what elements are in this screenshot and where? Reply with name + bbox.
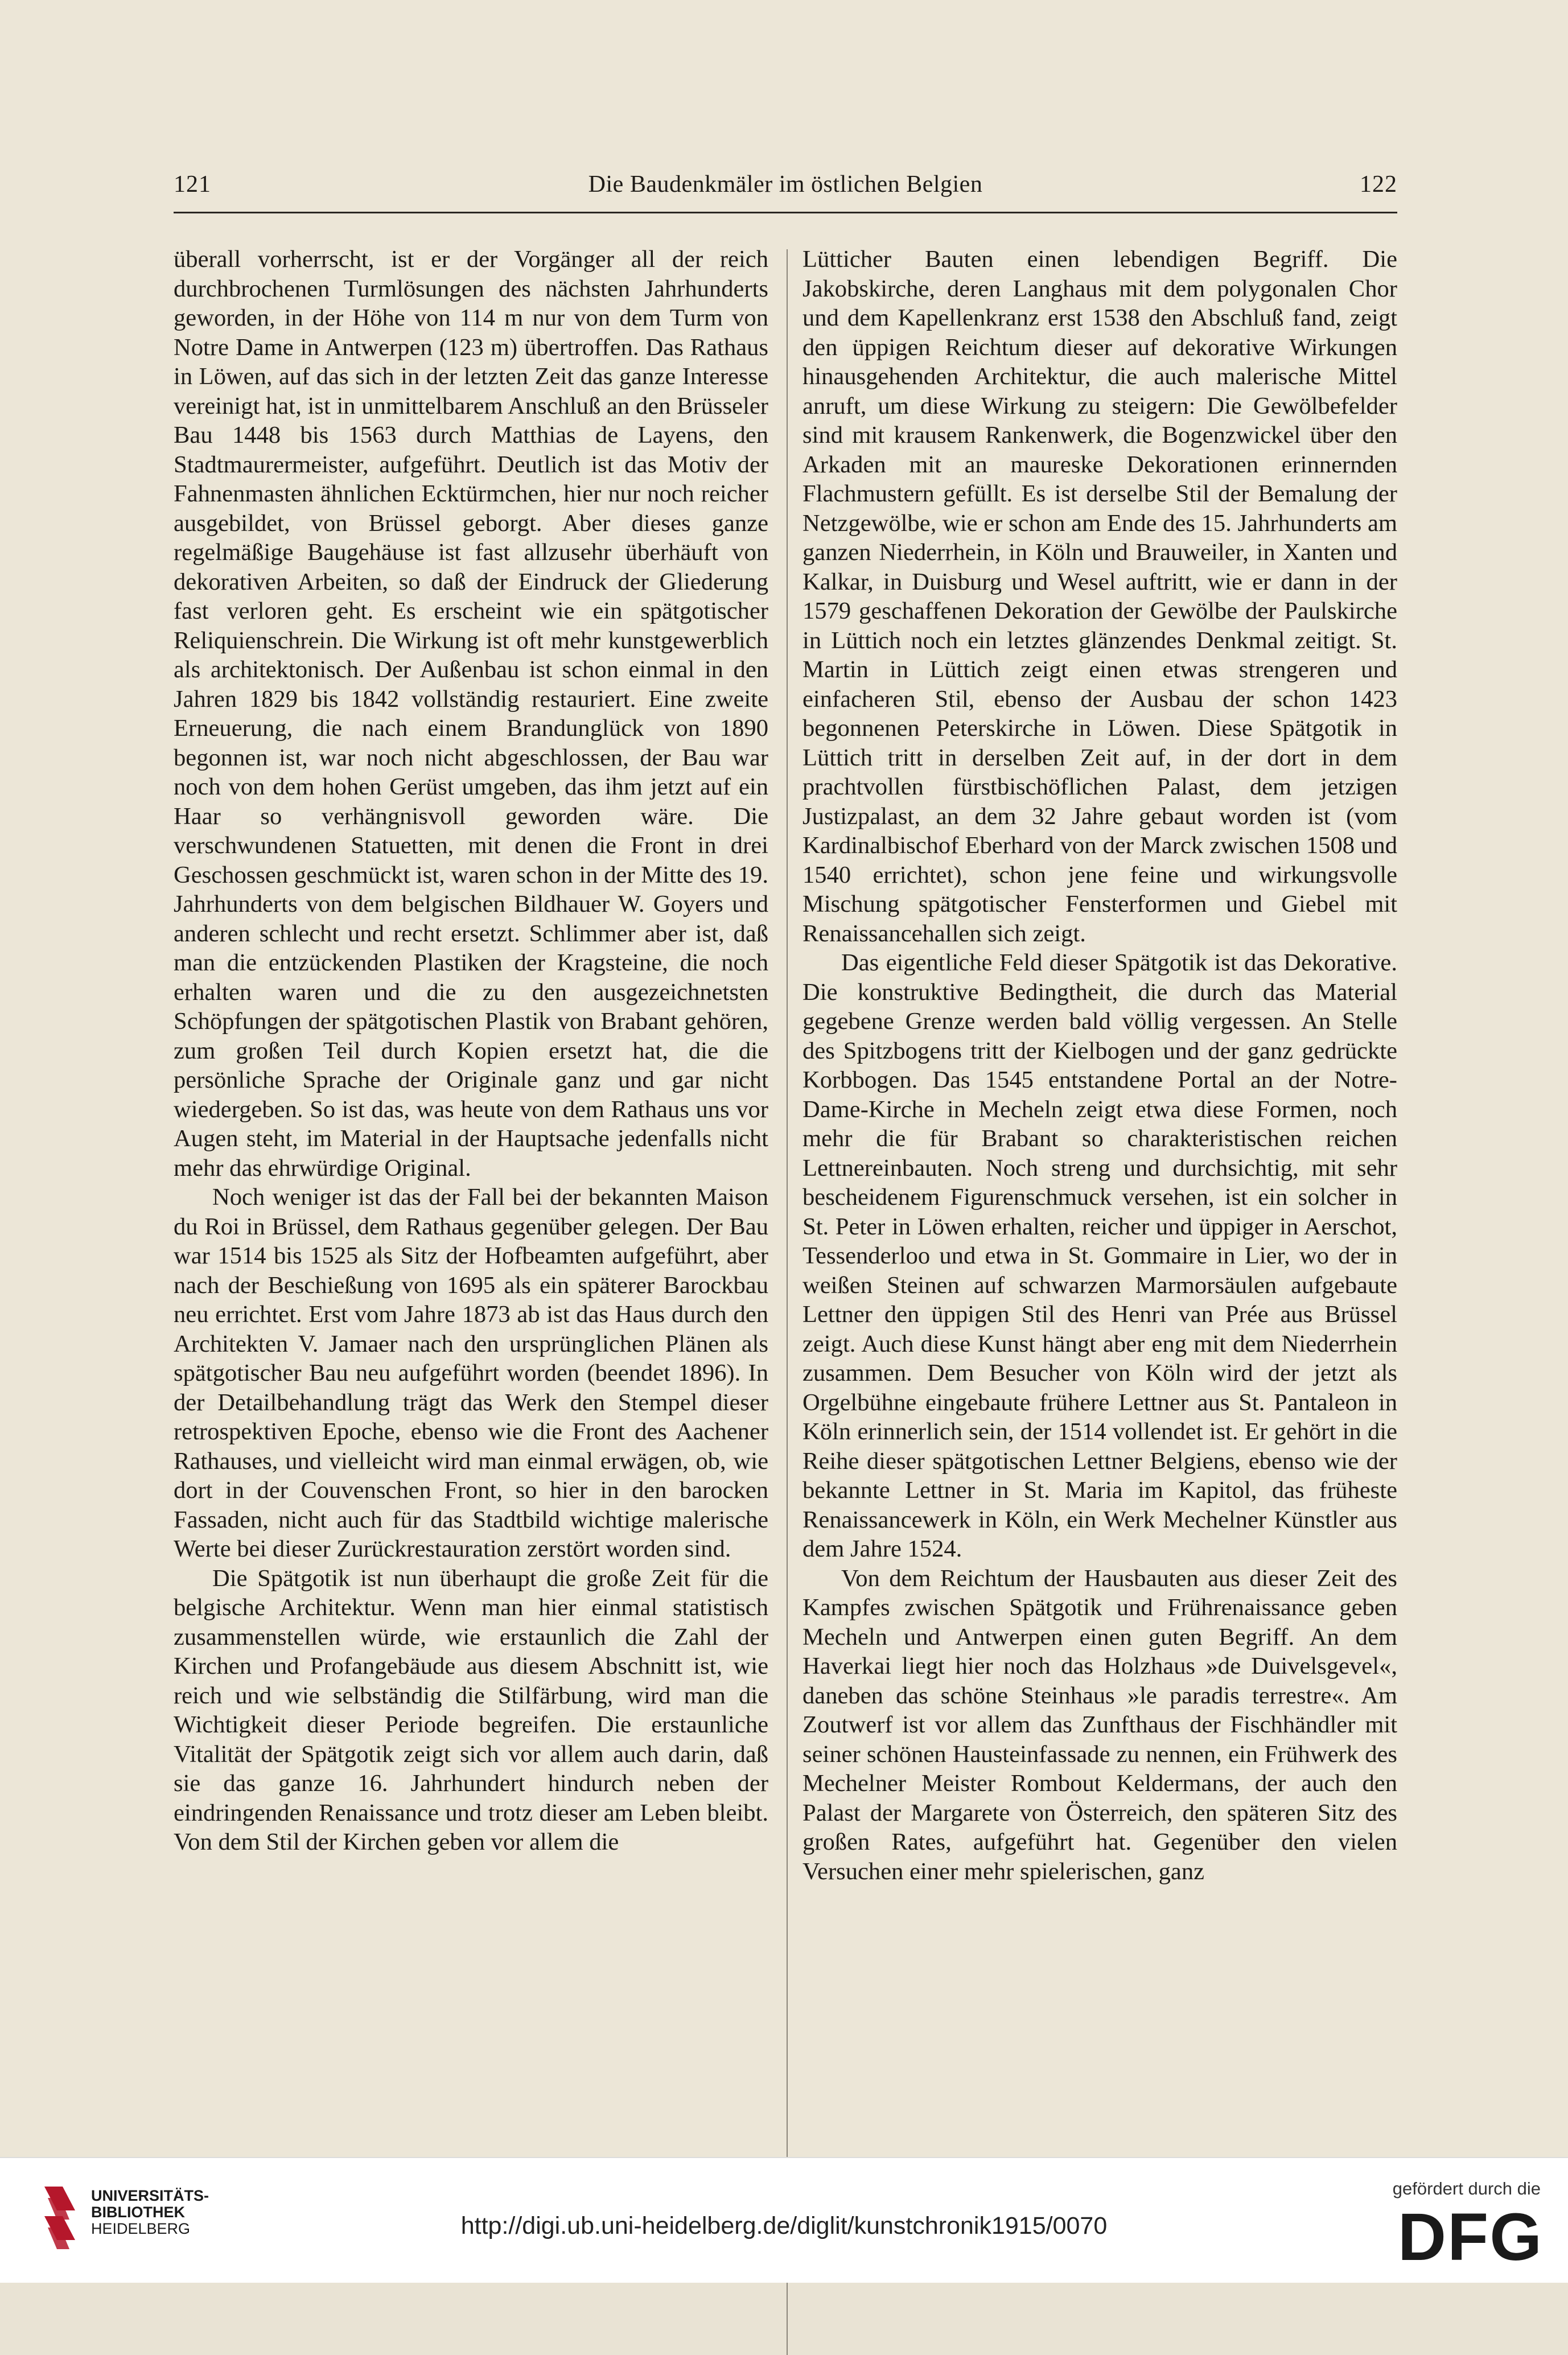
digitization-footer [0, 2157, 1568, 2283]
paragraph: Noch weniger ist das der Fall bei der bekannten Maison du Roi in Brüssel, dem Rathaus gegenüber gelegen. Der Bau war 1514 bis 1525 als Sitz der Hofbeamten aufgeführt, aber nach der Beschießung von 1695 als ein späterer Barockbau neu errichtet. Erst vom Jahre 1873 ab ist das Haus durch den Architekten V. Jamaer nach den ursprünglichen Plänen als spätgotischer Bau neu aufgeführt worden (beendet 1896). In der Detailbehandlung trägt das Werk den Stempel dieser retrospektiven Epoche, ebenso wie die Front des Aachener Rathauses, und vielleicht wird man einmal erwägen, ob, wie dort in der Couvenschen Front, so hier in den barocken Fassaden, nicht auch für das Stadtbild wichtige malerische Werte bei dieser Zurückrestauration zerstört worden sind. [174, 1184, 768, 1562]
paragraph: Lütticher Bauten einen lebendigen Begriff. Die Jakobskirche, deren Langhaus mit dem polygonalen Chor und dem Kapellenkranz erst 1538 den Abschluß fand, zeigt den üppigen Reichtum dieser auf dekorative Wirkungen hinausgehenden Architektur, die auch malerische Mittel anruft, um diese Wirkung zu steigern: Die Gewölbefelder sind mit krausem Rankenwerk, die Bogenzwickel über den Arkaden mit an maureske Dekorationen erinnernden Flachmustern gefüllt. Es ist derselbe Stil der Bemalung der Netzgewölbe, wie er schon am Ende des 15. Jahrhunderts am ganzen Niederrhein, in Köln und Brauweiler, in Xanten und Kalkar, in Duisburg und Wesel auftritt, wie er dann in der 1579 geschaffenen Dekoration der Gewölbe der Paulskirche in Lüttich noch ein letztes glänzendes Denkmal zeitigt. St. Martin in Lüttich zeigt einen etwas strengeren und einfacheren Stil, ebenso der Ausbau der schon 1423 begonnenen Peterskirche in Löwen. Diese Spätgotik in Lüttich tritt in derselben Zeit auf, in der dort in dem prachtvollen fürstbischöflichen Palast, dem jetzigen Justizpalast, an dem 32 Jahre gebaut worden ist (vom Kardinalbischof Eberhard von der Marck zwischen 1508 und 1540 errichtet), schon jene feine und wirkungsvolle Mischung spätgotischer Fensterformen und Giebel mit Renaissancehallen sich zeigt. [802, 246, 1397, 947]
left-column [174, 245, 768, 2339]
library-line: UNIVERSITÄTS- [91, 2187, 209, 2204]
funding-caption: gefördert durch die [1392, 2179, 1541, 2198]
permalink-url[interactable]: http://digi.ub.uni-heidelberg.de/diglit/kunstchronik1915/0070 [460, 2212, 1108, 2239]
running-title: Die Baudenkmäler im östlichen Belgien [588, 171, 983, 197]
header-rule [174, 212, 1397, 213]
library-line: HEIDELBERG [91, 2220, 191, 2237]
page-number-left: 121 [174, 171, 211, 197]
paragraph: überall vorherrscht, ist er der Vorgänger all der reich durchbrochenen Turmlösungen des nächsten Jahrhunderts geworden, in der Höhe von 114 m nur von dem Turm von Notre Dame in Antwerpen (123 m) übertroffen. Das Rathaus in Löwen, auf das sich in der letzten Zeit das ganze Interesse vereinigt hat, ist in unmittelbarem Anschluß an den Brüsseler Bau 1448 bis 1563 durch Matthias de Layens, den Stadtmaurermeister, aufgeführt. Deutlich ist das Motiv der Fahnenmasten ähnlichen Ecktürmchen, hier nur noch reicher ausgebildet, von Brüssel geborgt. Aber dieses ganze regelmäßige Baugehäuse ist fast allzusehr überhäuft von dekorativen Arbeiten, so daß der Eindruck der Gliederung fast verloren geht. Es erscheint wie ein spätgotischer Reliquienschrein. Die Wirkung ist oft mehr kunstgewerblich als architektonisch. Der Außenbau ist schon einmal in den Jahren 1829 bis 1842 vollständig restauriert. Eine zweite Erneuerung, die nach einem Brandunglück von 1890 begonnen ist, war noch nicht abgeschlossen, der Bau war noch von dem hohen Gerüst umgeben, das ihm jetzt auf ein Haar so verhängnisvoll geworden wäre. Die verschwundenen Statuetten, mit denen die Front in drei Geschossen geschmückt ist, waren schon in der Mitte des 19. Jahrhunderts von dem belgischen Bildhauer W. Goyers und anderen schlecht und recht ersetzt. Schlimmer aber ist, daß man die entzückenden Plastiken der Kragsteine, die noch erhalten waren und die zu den ausgezeichnetsten Schöpfungen der spätgotischen Plastik von Brabant gehören, zum großen Teil durch Kopien ersetzt hat, die die persönliche Sprache der Originale ganz und gar nicht wiedergeben. So ist das, was heute von dem Rathaus uns vor Augen steht, im Material in der Hauptsache jedenfalls nicht mehr das ehrwürdige Original. [174, 246, 768, 1181]
paragraph: Von dem Reichtum der Hausbauten aus dieser Zeit des Kampfes zwischen Spätgotik und Frührenaissance geben Mecheln und Antwerpen einen guten Begriff. An dem Haverkai liegt hier noch das Holzhaus »de Duivelsgevel«, daneben das schöne Steinhaus »le paradis terrestre«. Am Zoutwerf ist vor allem das Zunfthaus der Fischhändler mit seiner schönen Hausteinfassade zu nennen, ein Frühwerk des Mechelner Meister Rombout Keldermans, der auch den Palast der Margarete von Österreich, den späteren Sitz des großen Rates, aufgeführt hat. Gegenüber den vielen Versuchen einer mehr spielerischen, ganz [802, 1564, 1397, 1885]
paragraph: Die Spätgotik ist nun überhaupt die große Zeit für die belgische Architektur. Wenn man hier einmal statistisch zusammenstellen würde, wie erstaunlich die Zahl der Kirchen und Profangebäude aus diesem Abschnitt ist, wie reich und wie selbständig die Stilfärbung, wird man die Wichtigkeit dieser Periode begreifen. Die erstaunliche Vitalität der Spätgotik zeigt sich vor allem auch darin, daß sie das ganze 16. Jahrhundert hindurch neben der eindringenden Renaissance und trotz dieser am Leben bleibt. Von dem Stil der Kirchen geben vor allem die [174, 1564, 768, 1855]
running-header [174, 171, 1397, 205]
library-line: BIBLIOTHEK [91, 2204, 185, 2221]
dfg-logo: DFG [1397, 2200, 1543, 2275]
page-number-right: 122 [1360, 171, 1397, 197]
column-divider [787, 249, 788, 2355]
paragraph: Das eigentliche Feld dieser Spätgotik ist das Dekorative. Die konstruktive Bedingtheit, die durch das Material gegebene Grenze werden bald völlig vergessen. An Stelle des Spitzbogens tritt der Kielbogen und der ganz gedrückte Korbbogen. Das 1545 entstandene Portal an der Notre-Dame-Kirche in Mecheln zeigt etwa diese Formen, noch mehr die für Brabant so charakteristischen reichen Lettnereinbauten. Noch streng und durchsichtig, mit sehr bescheidenem Figurenschmuck versehen, ist ein solcher in St. Peter in Löwen erhalten, reicher und üppiger in Aerschot, Tessenderloo und etwa in St. Gommaire in Lier, wo der in weißen Steinen auf schwarzen Marmorsäulen aufgebaute Lettner den üppigen Stil des Henri van Prée aus Brüssel zeigt. Auch diese Kunst hängt aber eng mit dem Niederrhein zusammen. Dem Besucher von Köln wird der jetzt als Orgelbühne eingebaute frühere Lettner aus St. Pantaleon in Köln erinnerlich sein, der 1514 vollendet ist. Er gehört in die Reihe dieser spätgotischen Lettner Belgiens, ebenso wie der bekannte Lettner in St. Maria im Kapitol, das früheste Renaissancewerk in Köln, ein Werk Mechelner Künstler aus dem Jahre 1524. [802, 949, 1397, 1562]
right-column [802, 245, 1397, 2339]
